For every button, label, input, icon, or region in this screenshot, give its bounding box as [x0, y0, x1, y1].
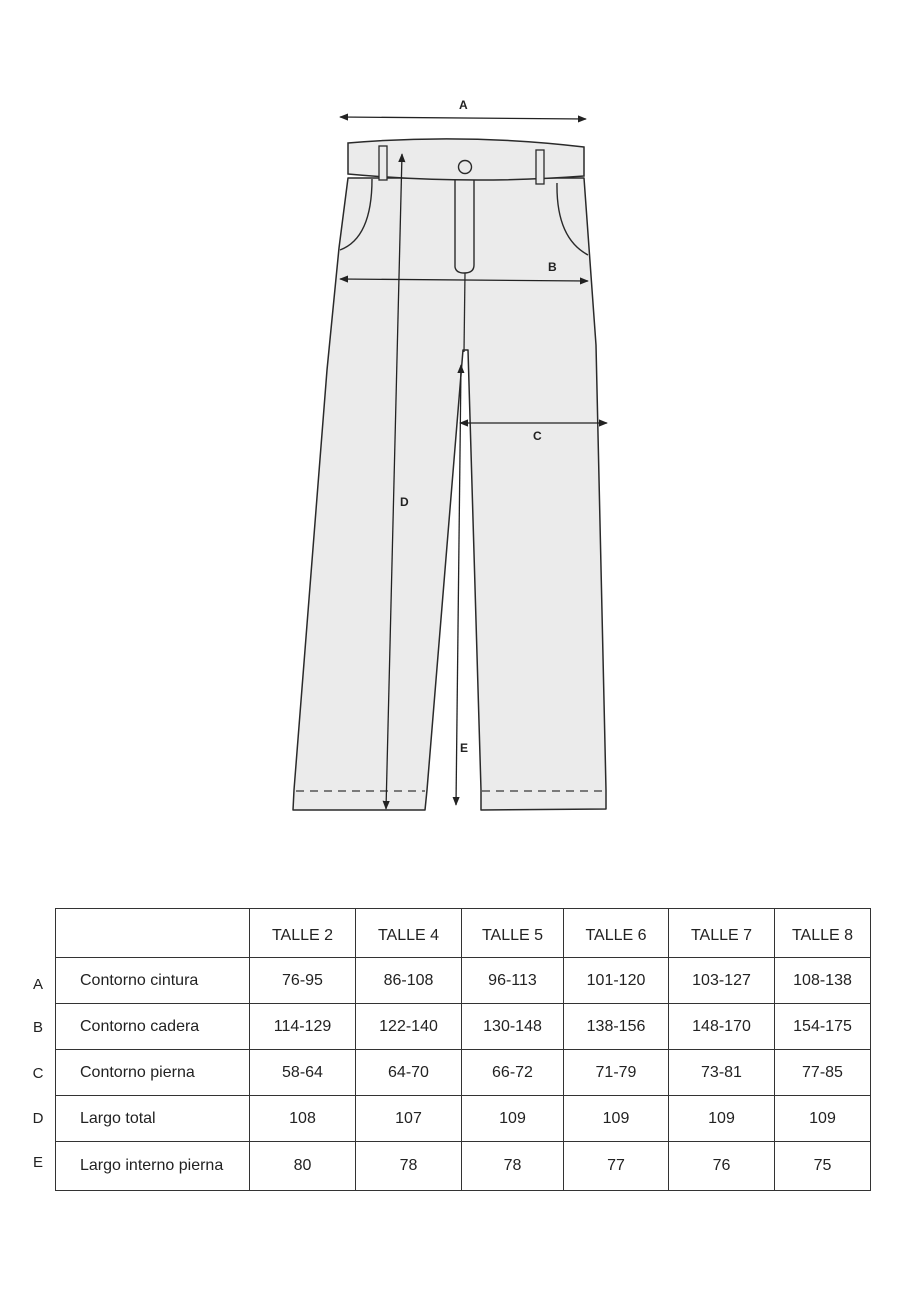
table-cell: 138-156 [564, 1004, 669, 1050]
size-table [55, 908, 871, 1191]
table-cell: 109 [669, 1096, 775, 1142]
belt-loop-right [536, 150, 544, 184]
measure-name: Contorno pierna [56, 1050, 250, 1096]
table-cell: 86-108 [356, 958, 462, 1004]
table-cell: 109 [564, 1096, 669, 1142]
table-cell: 75 [775, 1142, 871, 1191]
table-cell: 76-95 [250, 958, 356, 1004]
label-b: B [548, 260, 557, 274]
header-cell: TALLE 2 [250, 909, 356, 958]
arrow-a [340, 117, 586, 119]
table-header-row [56, 909, 871, 958]
table-cell: 107 [356, 1096, 462, 1142]
table-cell: 108 [250, 1096, 356, 1142]
header-cell-empty [56, 909, 250, 958]
label-a: A [459, 98, 468, 112]
table-cell: 76 [669, 1142, 775, 1191]
belt-loop-left [379, 146, 387, 180]
table-cell: 101-120 [564, 958, 669, 1004]
table-cell: 73-81 [669, 1050, 775, 1096]
table-cell: 96-113 [462, 958, 564, 1004]
table-cell: 154-175 [775, 1004, 871, 1050]
table-row [56, 958, 871, 1004]
button [459, 161, 472, 174]
row-letter-c: C [32, 1065, 44, 1082]
header-cell: TALLE 4 [356, 909, 462, 958]
table-cell: 109 [462, 1096, 564, 1142]
label-d: D [400, 495, 409, 509]
header-cell: TALLE 6 [564, 909, 669, 958]
header-cell: TALLE 8 [775, 909, 871, 958]
header-cell: TALLE 7 [669, 909, 775, 958]
table-cell: 114-129 [250, 1004, 356, 1050]
table-cell: 148-170 [669, 1004, 775, 1050]
table-cell: 64-70 [356, 1050, 462, 1096]
measure-name: Contorno cintura [56, 958, 250, 1004]
table-cell: 130-148 [462, 1004, 564, 1050]
row-letter-d: D [32, 1110, 44, 1127]
label-e: E [460, 741, 469, 755]
table-row [56, 1050, 871, 1096]
table-row [56, 1004, 871, 1050]
table-cell: 80 [250, 1142, 356, 1191]
row-letter-e: E [32, 1154, 43, 1171]
measure-name: Contorno cadera [56, 1004, 250, 1050]
table-cell: 109 [775, 1096, 871, 1142]
pants-illustration [293, 139, 606, 810]
pants-outline [293, 178, 606, 810]
table-cell: 77-85 [775, 1050, 871, 1096]
table-cell: 58-64 [250, 1050, 356, 1096]
measure-name: Largo total [56, 1096, 250, 1142]
measure-name: Largo interno pierna [56, 1142, 250, 1191]
row-letter-a: A [32, 976, 43, 993]
table-cell: 78 [356, 1142, 462, 1191]
row-letter-b: B [32, 1019, 43, 1036]
table-cell: 71-79 [564, 1050, 669, 1096]
header-cell: TALLE 5 [462, 909, 564, 958]
label-c: C [533, 429, 542, 443]
table-cell: 122-140 [356, 1004, 462, 1050]
table-row [56, 1142, 871, 1191]
table-cell: 66-72 [462, 1050, 564, 1096]
table-cell: 103-127 [669, 958, 775, 1004]
table-row [56, 1096, 871, 1142]
table-cell: 78 [462, 1142, 564, 1191]
table-cell: 108-138 [775, 958, 871, 1004]
table-cell: 77 [564, 1142, 669, 1191]
